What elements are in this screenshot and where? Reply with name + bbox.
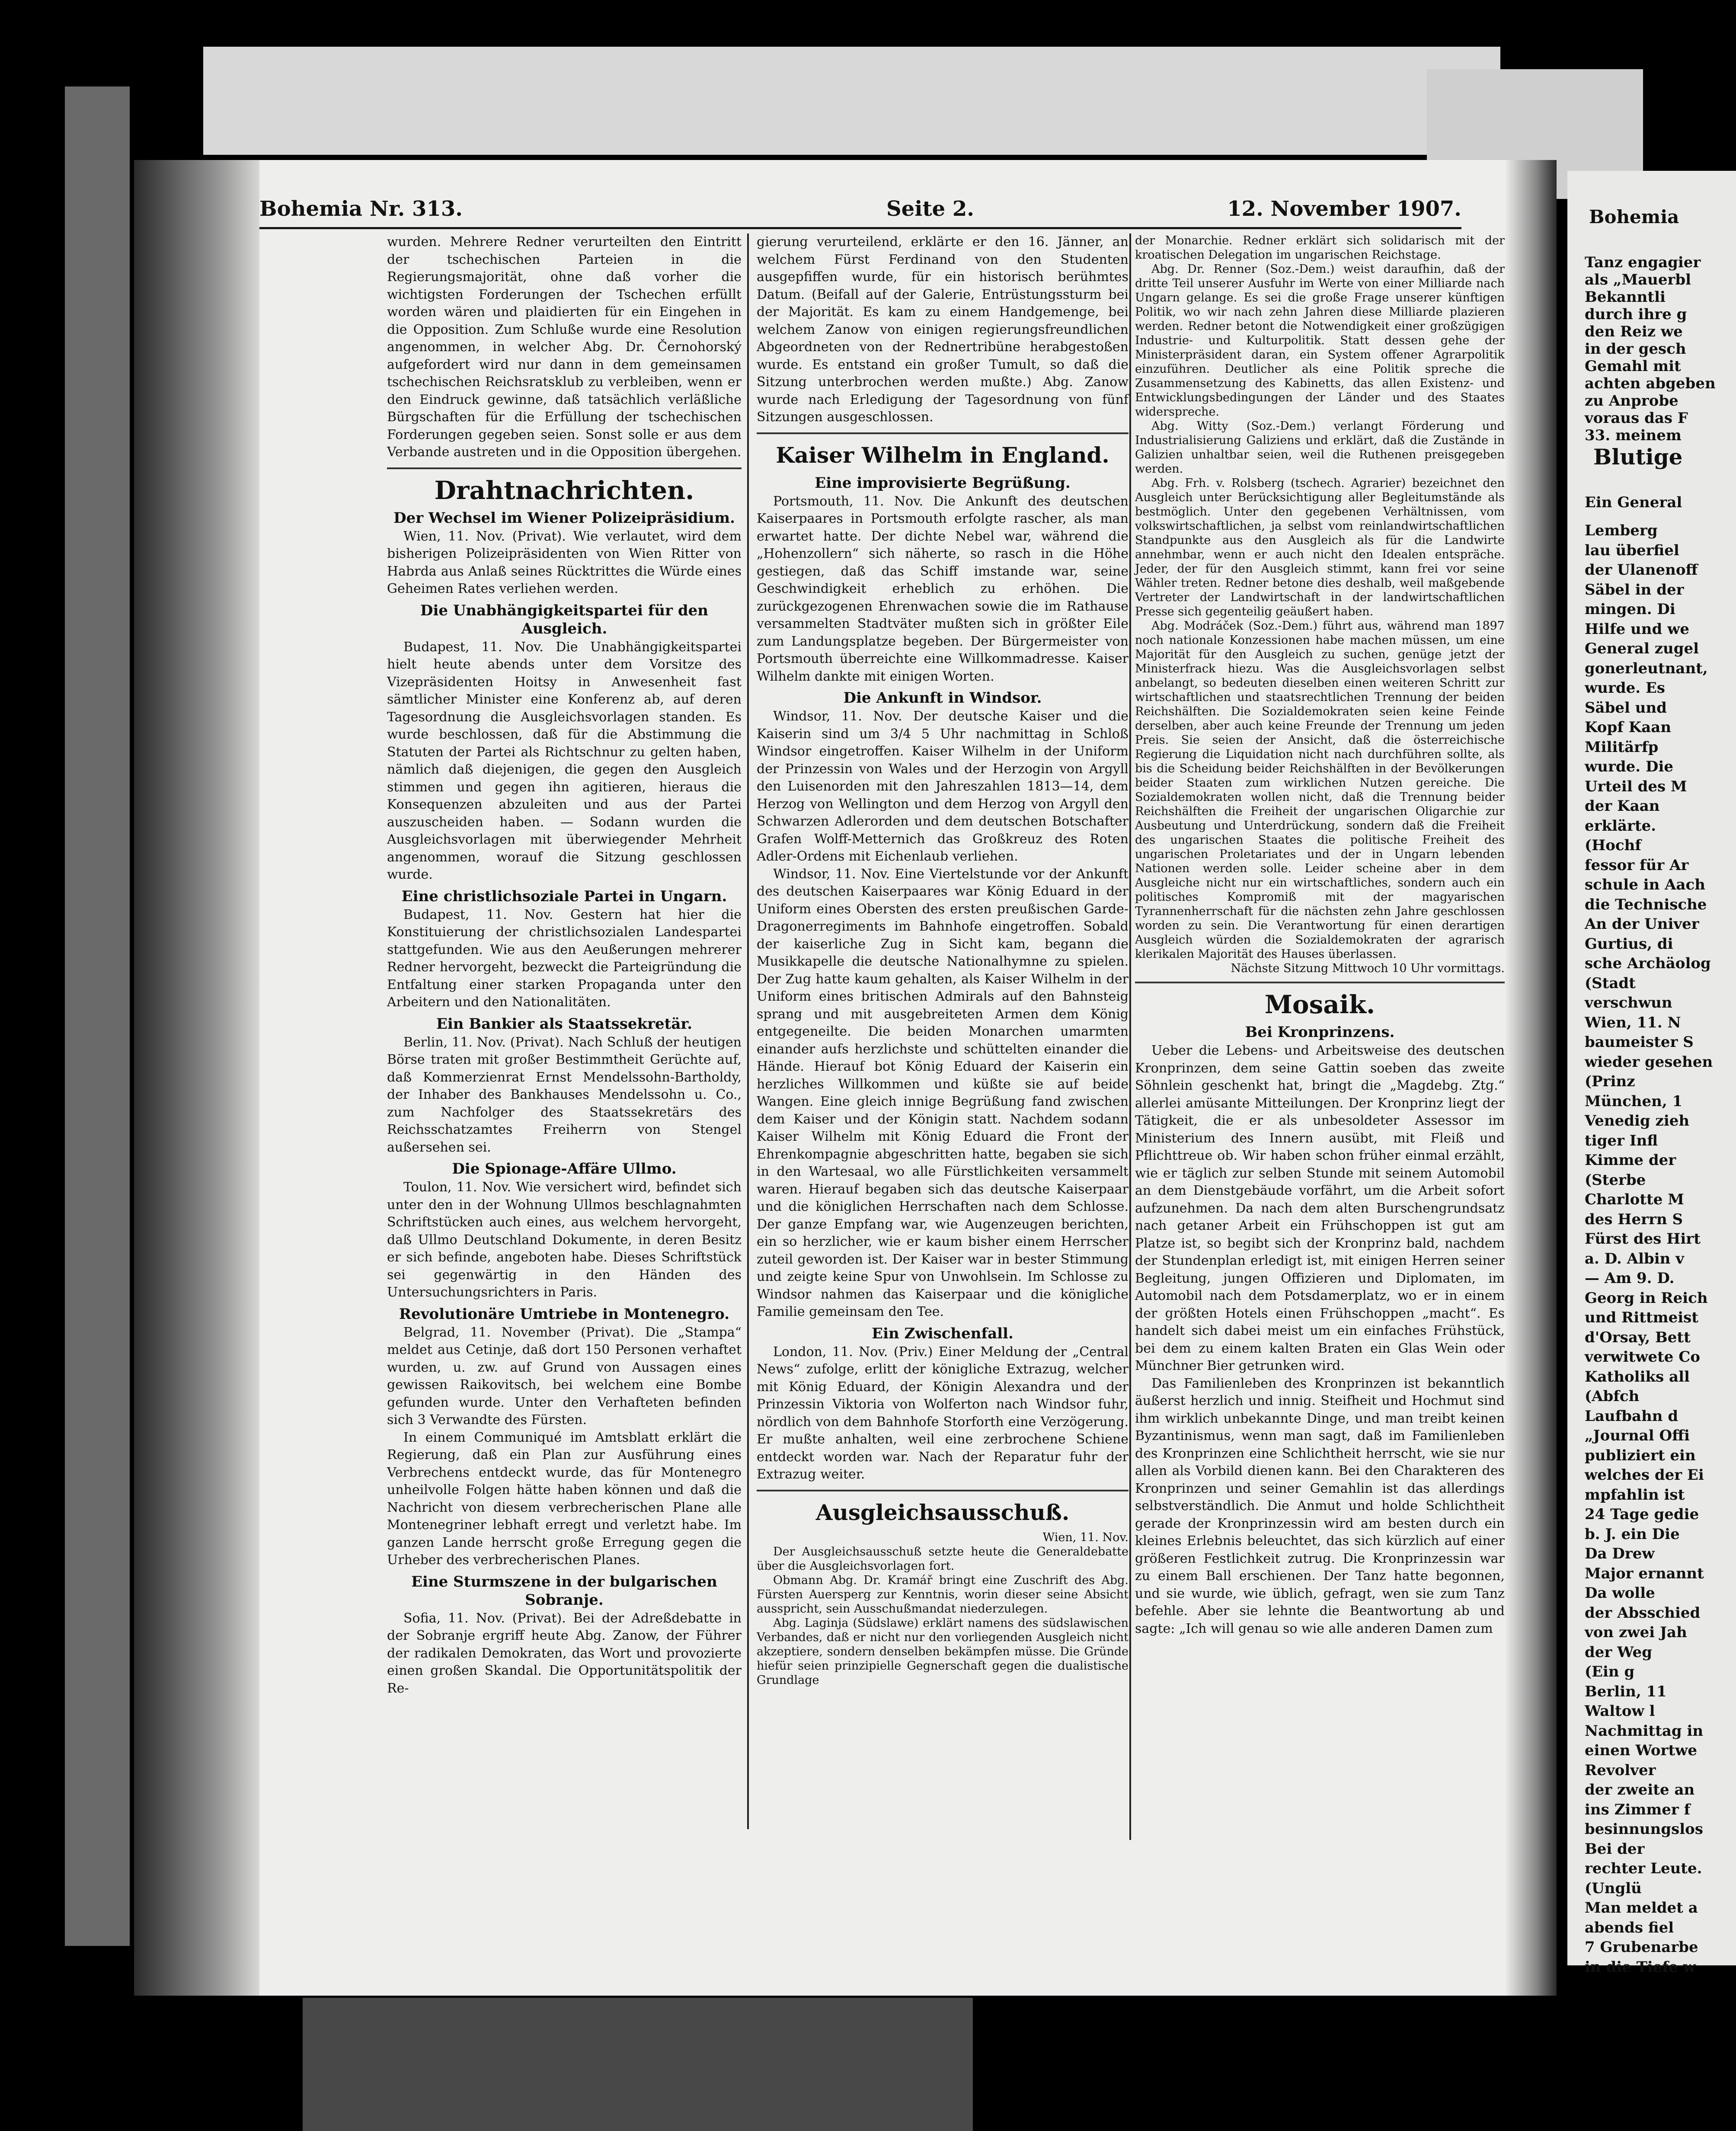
adjacent-page-line: General zugel [1585, 640, 1699, 657]
adjacent-page-line: der Weg [1585, 1643, 1652, 1661]
adjacent-page-line: (Prinz [1585, 1073, 1635, 1090]
adjacent-page-line: wieder gesehen [1585, 1053, 1713, 1071]
article-heading: Eine christlichsoziale Partei in Ungarn. [401, 887, 727, 905]
adjacent-page-line: Hilfe und we [1585, 620, 1690, 638]
adjacent-page-line: lau überfiel [1585, 541, 1679, 559]
article-text: Toulon, 11. Nov. Wie versichert wird, befindet sich unter den in der Wohnung Ullmos beschlagnahmten Schriftstücken auch eines, aus welchem hervorgeht, daß Ullmo Deutschland Dokumente, in deren Besitz er sich befinde, angeboten habe. Dieses Schriftstück sei gegenwärtig in den Händen des Untersuchungsrichters in Paris. [387, 1180, 742, 1300]
adjacent-page-line: (Hochf [1585, 837, 1641, 854]
article-heading: Die Spionage-Affäre Ullmo. [452, 1160, 677, 1177]
adjacent-page-heading: Blutige [1593, 444, 1683, 470]
article-heading: Der Wechsel im Wiener Polizeipräsidium. [393, 509, 735, 527]
adjacent-page-line: (Sterbe [1585, 1171, 1646, 1189]
adjacent-page-line: ins Zimmer f [1585, 1801, 1691, 1818]
adjacent-page-line: a. D. Albin v [1585, 1250, 1684, 1267]
adjacent-page-line: Bekanntli [1585, 288, 1666, 306]
adjacent-page-line: baumeister S [1585, 1034, 1694, 1051]
adjacent-page-line: (Stadt [1585, 974, 1636, 992]
header-rule [259, 227, 1461, 229]
adjacent-page-header: Bohemia [1589, 206, 1679, 227]
article-text: In einem Communiqué im Amtsblatt erklärt die Regierung, daß ein Plan zur Ausführung eines Verbrechens entdeckt wurde, das für Montenegro unheilvolle Folgen hätte haben können und daß die Nachricht von diesem verbrecherischen Plane alle Montenegriner lebhaft erregt und verletzt habe. Im ganzen Lande herrscht große Erregung gegen die Urheber des verbrecherischen Planes. [387, 1430, 742, 1568]
adjacent-page-line: — Am 9. D. [1585, 1270, 1675, 1287]
page-curl-shadow [1505, 160, 1557, 1996]
section-rule [387, 467, 742, 469]
adjacent-page-line: wurde. Es [1585, 679, 1666, 697]
article-text: Budapest, 11. Nov. Gestern hat hier die Konstituierung der christlichsozialen Landespartei stattgefunden. Wie aus den Aeußerungen mehrerer Redner hervorgeht, bezweckt die Parteigründung die Entfaltung einer starken Propaganda unter den Arbeitern und den Nationalitäten. [387, 907, 742, 1010]
adjacent-page-line: zu Anprobe [1585, 392, 1678, 410]
column-divider [1129, 234, 1131, 1840]
adjacent-page-line: (Ein g [1585, 1663, 1635, 1680]
section-title: Drahtnachrichten. [434, 475, 694, 505]
article-heading: Revolutionäre Umtriebe in Montenegro. [399, 1305, 730, 1323]
article-text: Portsmouth, 11. Nov. Die Ankunft des deutschen Kaiserpaares in Portsmouth erfolgte rascher, als man erwartet hatte. Der dichte Nebel war, während die „Hohenzollern“ sich näherte, so rasch in die Höhe gestiegen, daß das Schiff imstande war, seine Geschwindigkeit erheblich zu erhöhen. Die zurückgezogenen Ehrenwachen sowie die im Rathause versammelten Stadtväter mußten sich in größter Eile zum Landungsplatze begeben. Der Bürgermeister von Portsmouth überreichte eine Willkommadresse. Kaiser Wilhelm dankte mit einigen Worten. [757, 493, 1129, 684]
adjacent-page-line: Da Drew [1585, 1545, 1655, 1562]
article-text: Abg. Witty (Soz.-Dem.) verlangt Förderung und Industrialisierung Galiziens und erklärt, daß die Zustände in Galizien unhaltbar seien, weil die Ruthenen preisgegeben werden. [1135, 419, 1505, 476]
adjacent-page-line: welches der Ei [1585, 1466, 1704, 1484]
adjacent-page-line: Revolver [1585, 1761, 1656, 1779]
article-heading: Eine Sturmszene in der bulgarischen Sobranje. [411, 1573, 717, 1609]
adjacent-page-line: verwitwete Co [1585, 1348, 1701, 1366]
top-background-board [203, 47, 1500, 155]
adjacent-page-line: b. J. ein Die [1585, 1525, 1680, 1543]
section-title: Ausgleichsausschuß. [815, 1499, 1070, 1525]
adjacent-page-line: Lemberg [1585, 522, 1658, 539]
adjacent-page-line: Urteil des M [1585, 778, 1687, 795]
adjacent-page-line: 33. meinem [1585, 427, 1682, 444]
adjacent-page-line: und Rittmeist [1585, 1309, 1699, 1326]
adjacent-page-line: An der Univer [1585, 915, 1699, 933]
adjacent-page-line: achten abgeben [1585, 375, 1716, 392]
adjacent-page-line: Gurtius, di [1585, 935, 1673, 953]
adjacent-page-line: Man meldet a [1585, 1899, 1698, 1917]
adjacent-page-line: publiziert ein [1585, 1446, 1696, 1464]
adjacent-page-line: der zweite an [1585, 1781, 1695, 1798]
adjacent-page-line: die Technische [1585, 896, 1707, 913]
adjacent-page-line: d'Orsay, Bett [1585, 1328, 1691, 1346]
adjacent-page-line: Fürst des Hirt [1585, 1230, 1701, 1248]
adjacent-page-line: Waltow l [1585, 1702, 1655, 1720]
adjacent-page-line: mingen. Di [1585, 601, 1675, 618]
adjacent-page-line: Militärfp [1585, 738, 1659, 756]
adjacent-page-line: Katholiks all [1585, 1368, 1690, 1385]
article-text: Obmann Abg. Dr. Kramář bringt eine Zuschrift des Abg. Fürsten Auersperg zur Kenntnis, worin dieser seine Absicht ausspricht, sein Ausschußmandat niederzulegen. [757, 1573, 1129, 1616]
adjacent-page-line: schule in Aach [1585, 876, 1705, 893]
adjacent-page-line: Nachmittag in [1585, 1722, 1704, 1740]
adjacent-page-line: in die Tiefe w [1585, 1958, 1696, 1976]
adjacent-page-line: den Reiz we [1585, 323, 1683, 340]
adjacent-page-line: verschwun [1585, 994, 1672, 1011]
adjacent-page-line: Charlotte M [1585, 1191, 1684, 1208]
section-rule [757, 1490, 1129, 1491]
section-title: Mosaik. [1264, 990, 1375, 1019]
article-text: Abg. Frh. v. Rolsberg (tschech. Agrarier) bezeichnet den Ausgleich unter Berücksichtigung aller Begleitumstände als bestmöglich. Unter den gegebenen Verhältnissen, vom volkswirtschaftlichen, ja selbst vom reinlandwirtschaftlichen Standpunkte aus den Ausgleich als für die Landwirte annehmbar, wenn er auch nicht den Idealen entspräche. Jeder, der für den Ausgleich stimmt, kann frei vor seine Wähler treten. Redner betone dies deshalb, weil maßgebende Vertreter der Landwirtschaft in der landwirtschaftlichen Presse sich gegenteilig geäußert haben. [1135, 477, 1505, 618]
adjacent-page-line: Säbel und [1585, 699, 1667, 717]
article-heading: Ein Bankier als Staatssekretär. [436, 1015, 693, 1033]
article-text: gierung verurteilend, erklärte er den 16. Jänner, an welchem Fürst Ferdinand von den Studenten ausgepfiffen wurde, für ein historisch berühmtes Datum. (Beifall auf der Galerie, Entrüstungssturm bei der Majorität. Es kam zu einem Handgemenge, bei welchem Zanow von einigen regierungsfreundlichen Abgeordneten von der Rednertribüne herabgestoßen wurde. Es entstand ein großer Tumult, so daß die Sitzung unterbrochen werden mußte.) Abg. Zanow wurde nach Erledigung der Tagesordnung von fünf Sitzungen ausgeschlossen. [757, 234, 1129, 425]
adjacent-page-line: Säbel in der [1585, 581, 1684, 598]
adjacent-page-line: fessor für Ar [1585, 856, 1689, 874]
adjacent-page-line: Kimme der [1585, 1152, 1676, 1169]
adjacent-page-line: durch ihre g [1585, 306, 1687, 323]
adjacent-page-line: 24 Tage gedie [1585, 1506, 1699, 1523]
article-text: Abg. Laginja (Südslawe) erklärt namens des südslawischen Verbandes, daß er nicht nur den vorliegenden Ausgleich nicht akzeptiere, sondern denselben bekämpfen müsse. Die Gründe hiefür seien prinzipielle Gegnerschaft gegen die dualistische Grundlage [757, 1616, 1129, 1687]
column-divider [747, 234, 749, 1829]
adjacent-page-line: (Abfch [1585, 1388, 1640, 1405]
article-text: Der Ausgleichsausschuß setzte heute die Generaldebatte über die Ausgleichsvorlagen fort. [757, 1545, 1129, 1573]
article-text: Wien, 11. Nov. (Privat). Wie verlautet, wird dem bisherigen Polizeipräsidenten von Wien Ritter von Habrda aus Anlaß seines Rücktrittes die Würde eines Geheimen Rates verliehen werden. [387, 528, 742, 596]
article-text: Belgrad, 11. November (Privat). Die „Stampa“ meldet aus Cetinje, daß dort 150 Personen verhaftet wurden, u. zw. auf Grund von Aussagen eines gewissen Raikovitsch, bei welchem eine Bombe gefunden wurde. Unter den Verhafteten befinden sich 3 Verwandte des Fürsten. [387, 1325, 742, 1427]
article-text: Nächste Sitzung Mittwoch 10 Uhr vormittags. [1231, 962, 1505, 975]
article-text: der Monarchie. Redner erklärt sich solidarisch mit der kroatischen Delegation im ungarischen Reichstage. [1135, 234, 1505, 262]
article-text: Abg. Dr. Renner (Soz.-Dem.) weist daraufhin, daß der dritte Teil unserer Ausfuhr im Werte von einer Milliarde nach Ungarn gelange. Es sei die große Frage unserer künftigen Politik, wo wir nach zehn Jahren diese Milliarde plazieren werden. Redner betont die Notwendigkeit einer großzügigen Industrie- und Kulturpolitik. Statt dessen gehe der Ministerpräsident daran, ein System offener Agrarpolitik einzuführen. Deutlicher als eine Politik spreche die Zusammensetzung des Kabinetts, das allen Existenz- und Entwicklungsbedingungen der Länder und des Staates widerspreche. [1135, 262, 1505, 419]
article-text: Abg. Modráček (Soz.-Dem.) führt aus, während man 1897 noch nationale Konzessionen habe machen müssen, um eine Majorität für den Ausgleich zu suchen, genüge jetzt der Ministerfrack hiezu. Was die Ausgleichsvorlagen selbst anbelangt, so bedeuten dieselben einen weiteren Schritt zur wirtschaftlichen und staatsrechtlichen Trennung der beiden Reichshälften. Die Sozialdemokraten seien keine Feinde derselben, aber auch keine Freunde der Trennung um jeden Preis. Sie seien der Ansicht, daß die österreichische Regierung die Liquidation nicht nach durchführen sollte, als bis die Scheidung beider Reichshälften in der Bevölkerungen beider Staaten zum wirklichen Nutzen gereiche. Die Sozialdemokraten wollen nicht, daß die Trennung beider Reichshälften die Freiheit der ungarischen Oligarchie zur Ausbeutung und Unterdrückung, sondern daß die Freiheit des ungarischen Staates die politische Freiheit des ungarischen Proletariates und der in Ungarn lebenden Nationen werden solle. Leider scheine aber in dem Ausgleiche nicht nur ein wirtschaftliches, sondern auch ein politisches Kompromiß mit der magyarischen Tyrannenherrschaft für die nächsten zehn Jahre geschlossen worden zu sein. Die Verantwortung für einen derartigen Ausgleich würden die Sozialdemokraten der agrarisch klerikalen Majorität des Hauses überlassen. [1135, 619, 1505, 961]
masthead-issue: Bohemia Nr. 313. [259, 197, 463, 221]
adjacent-page-line: besinnungslos [1585, 1821, 1703, 1838]
adjacent-page-line: Georg in Reich [1585, 1289, 1708, 1307]
article-heading: Bei Kronprinzens. [1245, 1024, 1395, 1041]
section-rule [1135, 982, 1505, 983]
adjacent-page-line: Bei der [1585, 1840, 1645, 1858]
article-text: Sofia, 11. Nov. (Privat). Bei der Adreßdebatte in der Sobranje ergriff heute Abg. Zanow, der Führer der radikalen Demokraten, das Wort und provozierte einen großen Skandal. Die Opportunitätspolitik der Re- [387, 1610, 742, 1696]
column-2 [757, 234, 1129, 1838]
adjacent-page-line: der Absschied [1585, 1604, 1701, 1622]
adjacent-page-line: Da wolle [1585, 1584, 1655, 1602]
adjacent-page-line: rechter Leute. [1585, 1860, 1702, 1877]
dateline: Wien, 11. Nov. [1042, 1530, 1129, 1544]
issue-date: 12. November 1907. [1227, 197, 1461, 221]
page-number: Seite 2. [886, 197, 974, 221]
adjacent-page-line: wurde. Die [1585, 758, 1674, 775]
column-3 [1135, 234, 1505, 1840]
adjacent-page-line: Laufbahn d [1585, 1407, 1678, 1425]
adjacent-page-line: Major ernannt [1585, 1565, 1704, 1582]
adjacent-page-line: Venedig zieh [1585, 1112, 1690, 1129]
left-background-board [65, 86, 130, 1946]
adjacent-page-line: von zwei Jah [1585, 1624, 1687, 1641]
article-heading: Ein Zwischenfall. [872, 1325, 1013, 1342]
article-text: Windsor, 11. Nov. Eine Viertelstunde vor der Ankunft des deutschen Kaiserpaares war König Eduard in der Uniform eines Obersten des ersten preußischen Garde-Dragonerregiments im Bahnhofe eingetroffen. Sobald der kaiserliche Zug in Sicht kam, begann die Musikkapelle die deutsche Nationalhymne zu spielen. Der Zug hatte kaum gehalten, als Kaiser Wilhelm in der Uniform eines britischen Admirals auf den Bahnsteig sprang und mit ausgebreiteten Armen dem König entgegeneilte. Die beiden Monarchen umarmten einander aufs herzlichste und schüttelten einander die Hände. Hierauf bot König Eduard der Kaiserin ein herzliches Willkommen und küßte sie auf beide Wangen. Eine gleich innige Begrüßung fand zwischen dem Kaiser und der Königin statt. Nachdem sodann Kaiser Wilhelm mit König Eduard die Front der Ehrenkompagnie abgeschritten hatte, begaben sie sich in den Wartesaal, wo alle Fürstlichkeiten versammelt waren. Hierauf begaben sich das deutsche Kaiserpaar und die königlichen Herrschaften nach dem Schlosse. Der ganze Empfang war, wie Augenzeugen berichten, ein so herzlicher, wie er kaum bisher einem Herrscher zuteil geworden ist. Der Kaiser war in bester Stimmung und zeigte keine Spur von Unwohlsein. Im Schlosse zu Windsor nahmen das Kaiserpaar und die königliche Familie gemeinsam den Tee. [757, 866, 1129, 1319]
adjacent-page-line: abends fiel [1585, 1919, 1674, 1936]
adjacent-page-subheading: Ein General [1585, 494, 1682, 511]
adjacent-page-line: voraus das F [1585, 410, 1688, 427]
article-text: Budapest, 11. Nov. Die Unabhängigkeitspartei hielt heute abends unter dem Vorsitze des Vizepräsidenten Hoitsy in Anwesenheit fast sämtlicher Minister eine Konferenz ab, auf deren Tagesordnung die Ausgleichsvorlagen standen. Es wurde beschlossen, daß für die Abstimmung die Statuten der Partei als Richtschnur zu gelten haben, nämlich daß diejenigen, die gegen den Ausgleich stimmen und gegen ihn agitieren, hieraus die Konsequenzen abzuleiten und aus der Partei auszuscheiden haben. — Sodann wurden die Ausgleichsvorlagen mit überwiegender Mehrheit angenommen, worauf die Sitzung geschlossen wurde. [387, 639, 742, 882]
adjacent-page-line: einen Wortwe [1585, 1742, 1698, 1759]
article-heading: Die Unabhängigkeitspartei für den Ausgleich. [420, 602, 708, 637]
adjacent-page-line: Tanz engagier [1585, 254, 1701, 271]
adjacent-page-line: 7 Grubenarbe [1585, 1939, 1698, 1956]
article-heading: Die Ankunft in Windsor. [843, 689, 1042, 707]
adjacent-page-line: (Unglü [1585, 1879, 1642, 1897]
bottom-background-board [303, 1998, 973, 2131]
adjacent-page-line: tiger Infl [1585, 1132, 1658, 1149]
adjacent-page-line: Gemahl mit [1585, 358, 1681, 375]
article-text: Windsor, 11. Nov. Der deutsche Kaiser und die Kaiserin sind um 3/4 5 Uhr nachmittag in Schloß Windsor eingetroffen. Kaiser Wilhelm in der Uniform der Prinzessin von Wales und der Herzogin von Argyll den Luisenorden mit den Jahreszahlen 1813—14, dem Herzog von Wellington und dem Herzog von Argyll den Schwarzen Adlerorden und dem deutschen Botschafter Grafen Wolff-Metternich das Großkreuz des Roten Adler-Ordens mit Eichenlaub verliehen. [757, 709, 1129, 864]
adjacent-page-line: Wien, 11. N [1585, 1014, 1681, 1031]
section-rule [757, 432, 1129, 434]
adjacent-page-line: gonerleutnant, [1585, 659, 1708, 677]
article-text: London, 11. Nov. (Priv.) Einer Meldung der „Central News“ zufolge, erlitt der königliche Extrazug, welcher mit König Eduard, der Königin Alexandra und der Prinzessin Viktoria von Wolferton nach Windsor fuhr, nördlich von dem Bahnhofe Storforth eine Verzögerung. Er mußte anhalten, weil eine zerbrochene Schiene entdeckt worden war. Nach der Reparatur fuhr der Extrazug weiter. [757, 1344, 1129, 1482]
adjacent-page-line: mpfahlin ist [1585, 1486, 1685, 1504]
column-1 [387, 234, 742, 1827]
binding-gutter [134, 160, 259, 1996]
adjacent-page-line: des Herrn S [1585, 1210, 1683, 1228]
adjacent-page-line: erklärte. [1585, 817, 1656, 835]
adjacent-page-line: der Ulanenoff [1585, 561, 1698, 579]
article-text: Berlin, 11. Nov. (Privat). Nach Schluß der heutigen Börse traten mit großer Bestimmtheit Gerüchte auf, daß Kommerzienrat Ernst Mendelssohn-Bartholdy, der Inhaber des Bankhauses Mendelssohn u. Co., zum Nachfolger des Staatssekretärs des Reichsschatzamtes Freiherrn von Stengel außersehen sei. [387, 1034, 742, 1155]
adjacent-page-line: Berlin, 11 [1585, 1683, 1667, 1700]
adjacent-page [1567, 171, 1736, 1976]
adjacent-page-line: München, 1 [1585, 1092, 1683, 1110]
adjacent-page-line: Kopf Kaan [1585, 719, 1672, 736]
article-text: Ueber die Lebens- und Arbeitsweise des deutschen Kronprinzen, dem seine Gattin soeben das zweite Söhnlein geschenkt hat, bringt die „Magdebg. Ztg.“ allerlei amüsante Mitteilungen. Der Kronprinz liegt der Tätigkeit, die er als unbesoldeter Assessor im Ministerium des Innern ausübt, mit Fleiß und Pflichttreue ob. Wir haben schon früher einmal erzählt, wie er täglich zur selben Stunde mit seinem Automobil an dem Dienstgebäude vorfährt, um die Arbeit sofort aufzunehmen. Da nach dem alten Burschengrundsatz nach getaner Arbeit ein Frühschoppen ist gut am Platze ist, so begibt sich der Kronprinz bald, nachdem der Stundenplan erledigt ist, mit einigen Herren seiner Begleitung, jungen Offizieren und Diplomaten, im Automobil nach dem Potsdamerplatz, wo er in einem der größten Hotels einen Frühschoppen „macht“. Es handelt sich dabei meist um ein einfaches Frühstück, bei dem zu einem kalten Braten ein Glas Wein oder Münchner Bier getrunken wird. [1135, 1043, 1505, 1373]
adjacent-page-line: in der gesch [1585, 340, 1686, 358]
article-text: wurden. Mehrere Redner verurteilten den Eintritt der tschechischen Parteien in die Regierungsmajorität, ohne daß vorher die wichtigsten Forderungen der Tschechen erfüllt worden wären und plaidierten für ein Eingehen in die Opposition. Zum Schluße wurde eine Resolution angenommen, in welcher Abg. Dr. Černohorský aufgefordert wird nur dann in dem gemeinsamen tschechischen Reichsratsklub zu verbleiben, wenn er den Eindruck gewinne, daß tatsächlich verläßliche Bürgschaften für die Erfüllung der tschechischen Forderungen gegeben seien. Sonst solle er aus dem Verbande austreten und in die Opposition übergehen. [387, 234, 742, 460]
adjacent-page-line: der Kaan [1585, 797, 1660, 815]
adjacent-page-line: sche Archäolog [1585, 955, 1711, 972]
article-text: Das Familienleben des Kronprinzen ist bekanntlich äußerst herzlich und innig. Steifheit und Hochmut sind ihm wirklich unbekannte Dinge, und man treibt keinen Byzantinismus, wenn man sagt, daß im Familienleben des Kronprinzen eine Schlichtheit herrscht, wie sie nur allen als Vorbild dienen kann. Bei den Charakteren des Kronprinzen und seiner Gemahlin ist das allerdings selbstverständlich. Die Anmut und holde Schlichtheit gerade der Kronprinzessin wird am besten durch ein kleines Erlebnis beleuchtet, das sich kürzlich auf einer größeren Festlichkeit zutrug. Die Kronprinzessin war zu einem Ball erschienen. Der Tanz hatte begonnen, und sie wurde, wie üblich, gefragt, wen sie zum Tanz befehle. Aber sie lehnte die Beantwortung ab und sagte: „Ich will genau so wie alle anderen Damen zum [1135, 1376, 1505, 1636]
adjacent-page-line: „Journal Offi [1585, 1427, 1690, 1444]
adjacent-page-line: als „Mauerbl [1585, 271, 1691, 288]
page-header [259, 197, 1461, 223]
section-title: Kaiser Wilhelm in England. [776, 442, 1109, 468]
article-heading: Eine improvisierte Begrüßung. [815, 474, 1071, 492]
